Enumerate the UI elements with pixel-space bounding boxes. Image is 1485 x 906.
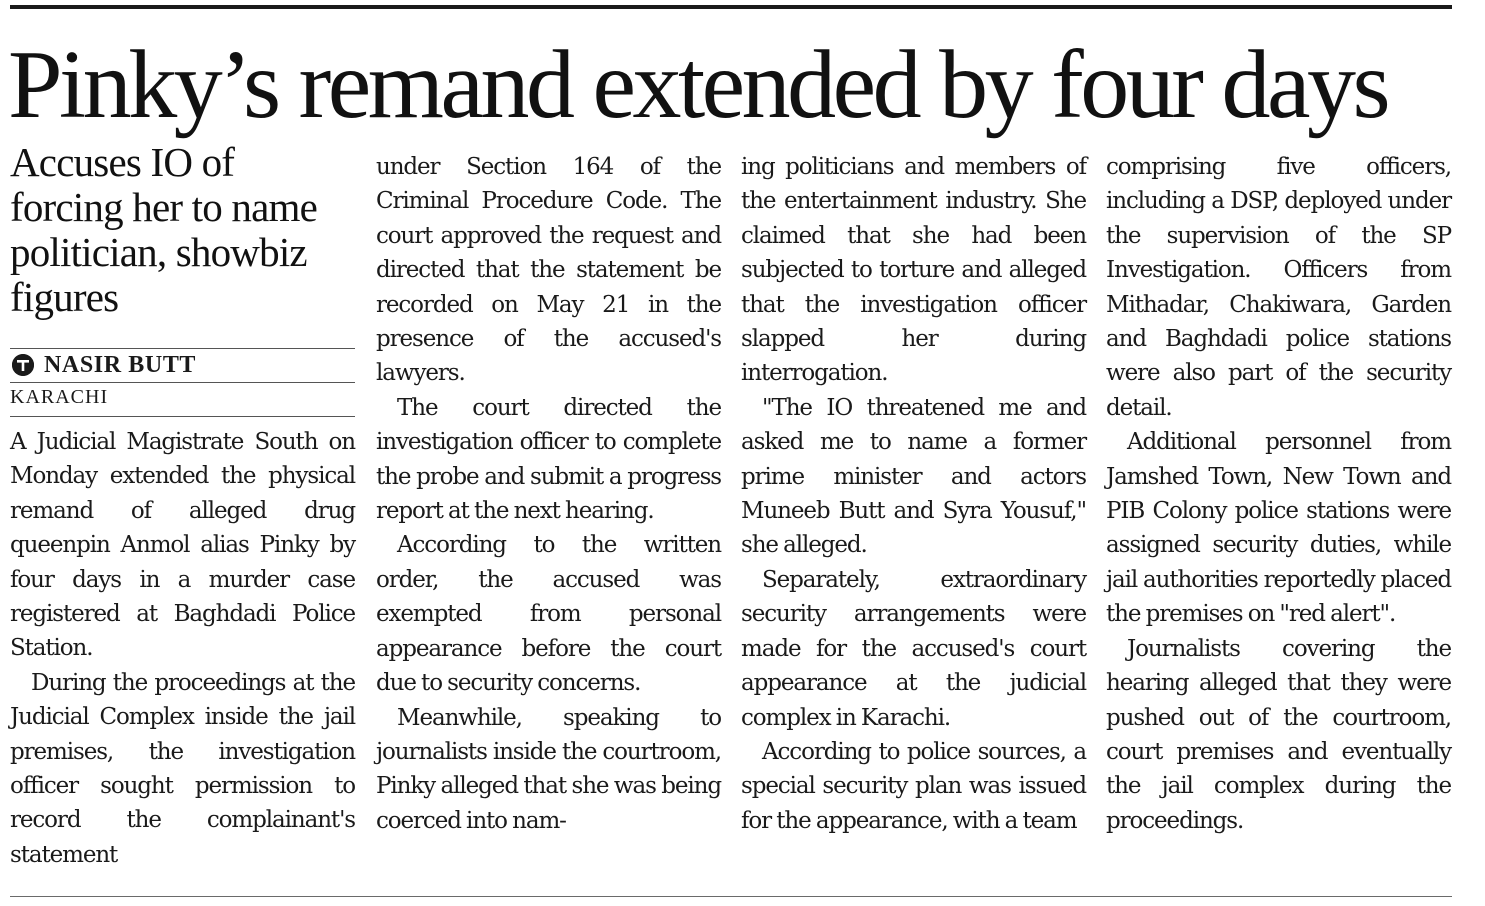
paragraph: According to the written order, the accused was exempted from personal appearance before the court due to security concerns. (376, 532, 721, 697)
paragraph: comprising five officers, including a DSP, deployed under the supervision of the SP Investigation. Officers from Mithadar, Chakiwara, Garden and Baghdadi police stations were also part of the security detail. (1106, 154, 1451, 421)
paragraph: Additional personnel from Jamshed Town, New Town and PIB Colony police stations were assigned security duties, while jail authorities reportedly placed the premises on "red alert". (1106, 429, 1451, 628)
byline (10, 351, 355, 379)
paragraph: under Section 164 of the Criminal Procedure Code. The court approved the request and directed that the statement be recorded on May 21 in the presence of the accused's lawyers. (376, 154, 721, 387)
subheadline: Accuses IO of forcing her to name politician, showbiz figures (10, 139, 317, 320)
byline-top-rule (10, 348, 355, 349)
paragraph: A Judicial Magistrate South on Monday extended the physical remand of alleged drug queenpin Anmol alias Pinky by four days in a murder case registered at Baghdadi Police Station. (10, 429, 355, 662)
paragraph: Separately, extraordinary security arrangements were made for the accused's court appearance at the judicial complex in Karachi. (741, 566, 1086, 731)
author-name: NASIR BUTT (44, 351, 197, 378)
publication-logo-icon (12, 354, 34, 376)
article-column-2 (376, 150, 721, 838)
article-column-1 (10, 425, 355, 872)
paragraph: "The IO threatened me and asked me to name a former prime minister and actors Muneeb Butt and Syra Yousuf," she alleged. (741, 394, 1086, 559)
headline: Pinky’s remand extended by four days (8, 31, 1388, 139)
byline-bottom-rule (10, 382, 355, 383)
dateline-rule (10, 416, 355, 417)
paragraph: ing politicians and members of the entertainment industry. She claimed that she had been subjected to torture and alleged that the investigation officer slapped her during interrogation. (741, 154, 1086, 387)
paragraph: Meanwhile, speaking to journalists inside the courtroom, Pinky alleged that she was being coerced into nam- (376, 704, 721, 834)
article-column-4 (1106, 150, 1451, 838)
paragraph: During the proceedings at the Judicial Complex inside the jail premises, the investigation officer sought permission to record the complainant's statement (10, 669, 355, 868)
paragraph: The court directed the investigation officer to complete the probe and submit a progress report at the next hearing. (376, 394, 721, 525)
dateline: KARACHI (10, 386, 109, 408)
paragraph: According to police sources, a special security plan was issued for the appearance, with a team (741, 738, 1086, 834)
paragraph: Journalists covering the hearing alleged that they were pushed out of the courtroom, court premises and eventually the jail complex during the proceedings. (1106, 635, 1451, 834)
top-rule (10, 5, 1452, 9)
bottom-rule (10, 896, 1452, 897)
article-column-3 (741, 150, 1086, 838)
